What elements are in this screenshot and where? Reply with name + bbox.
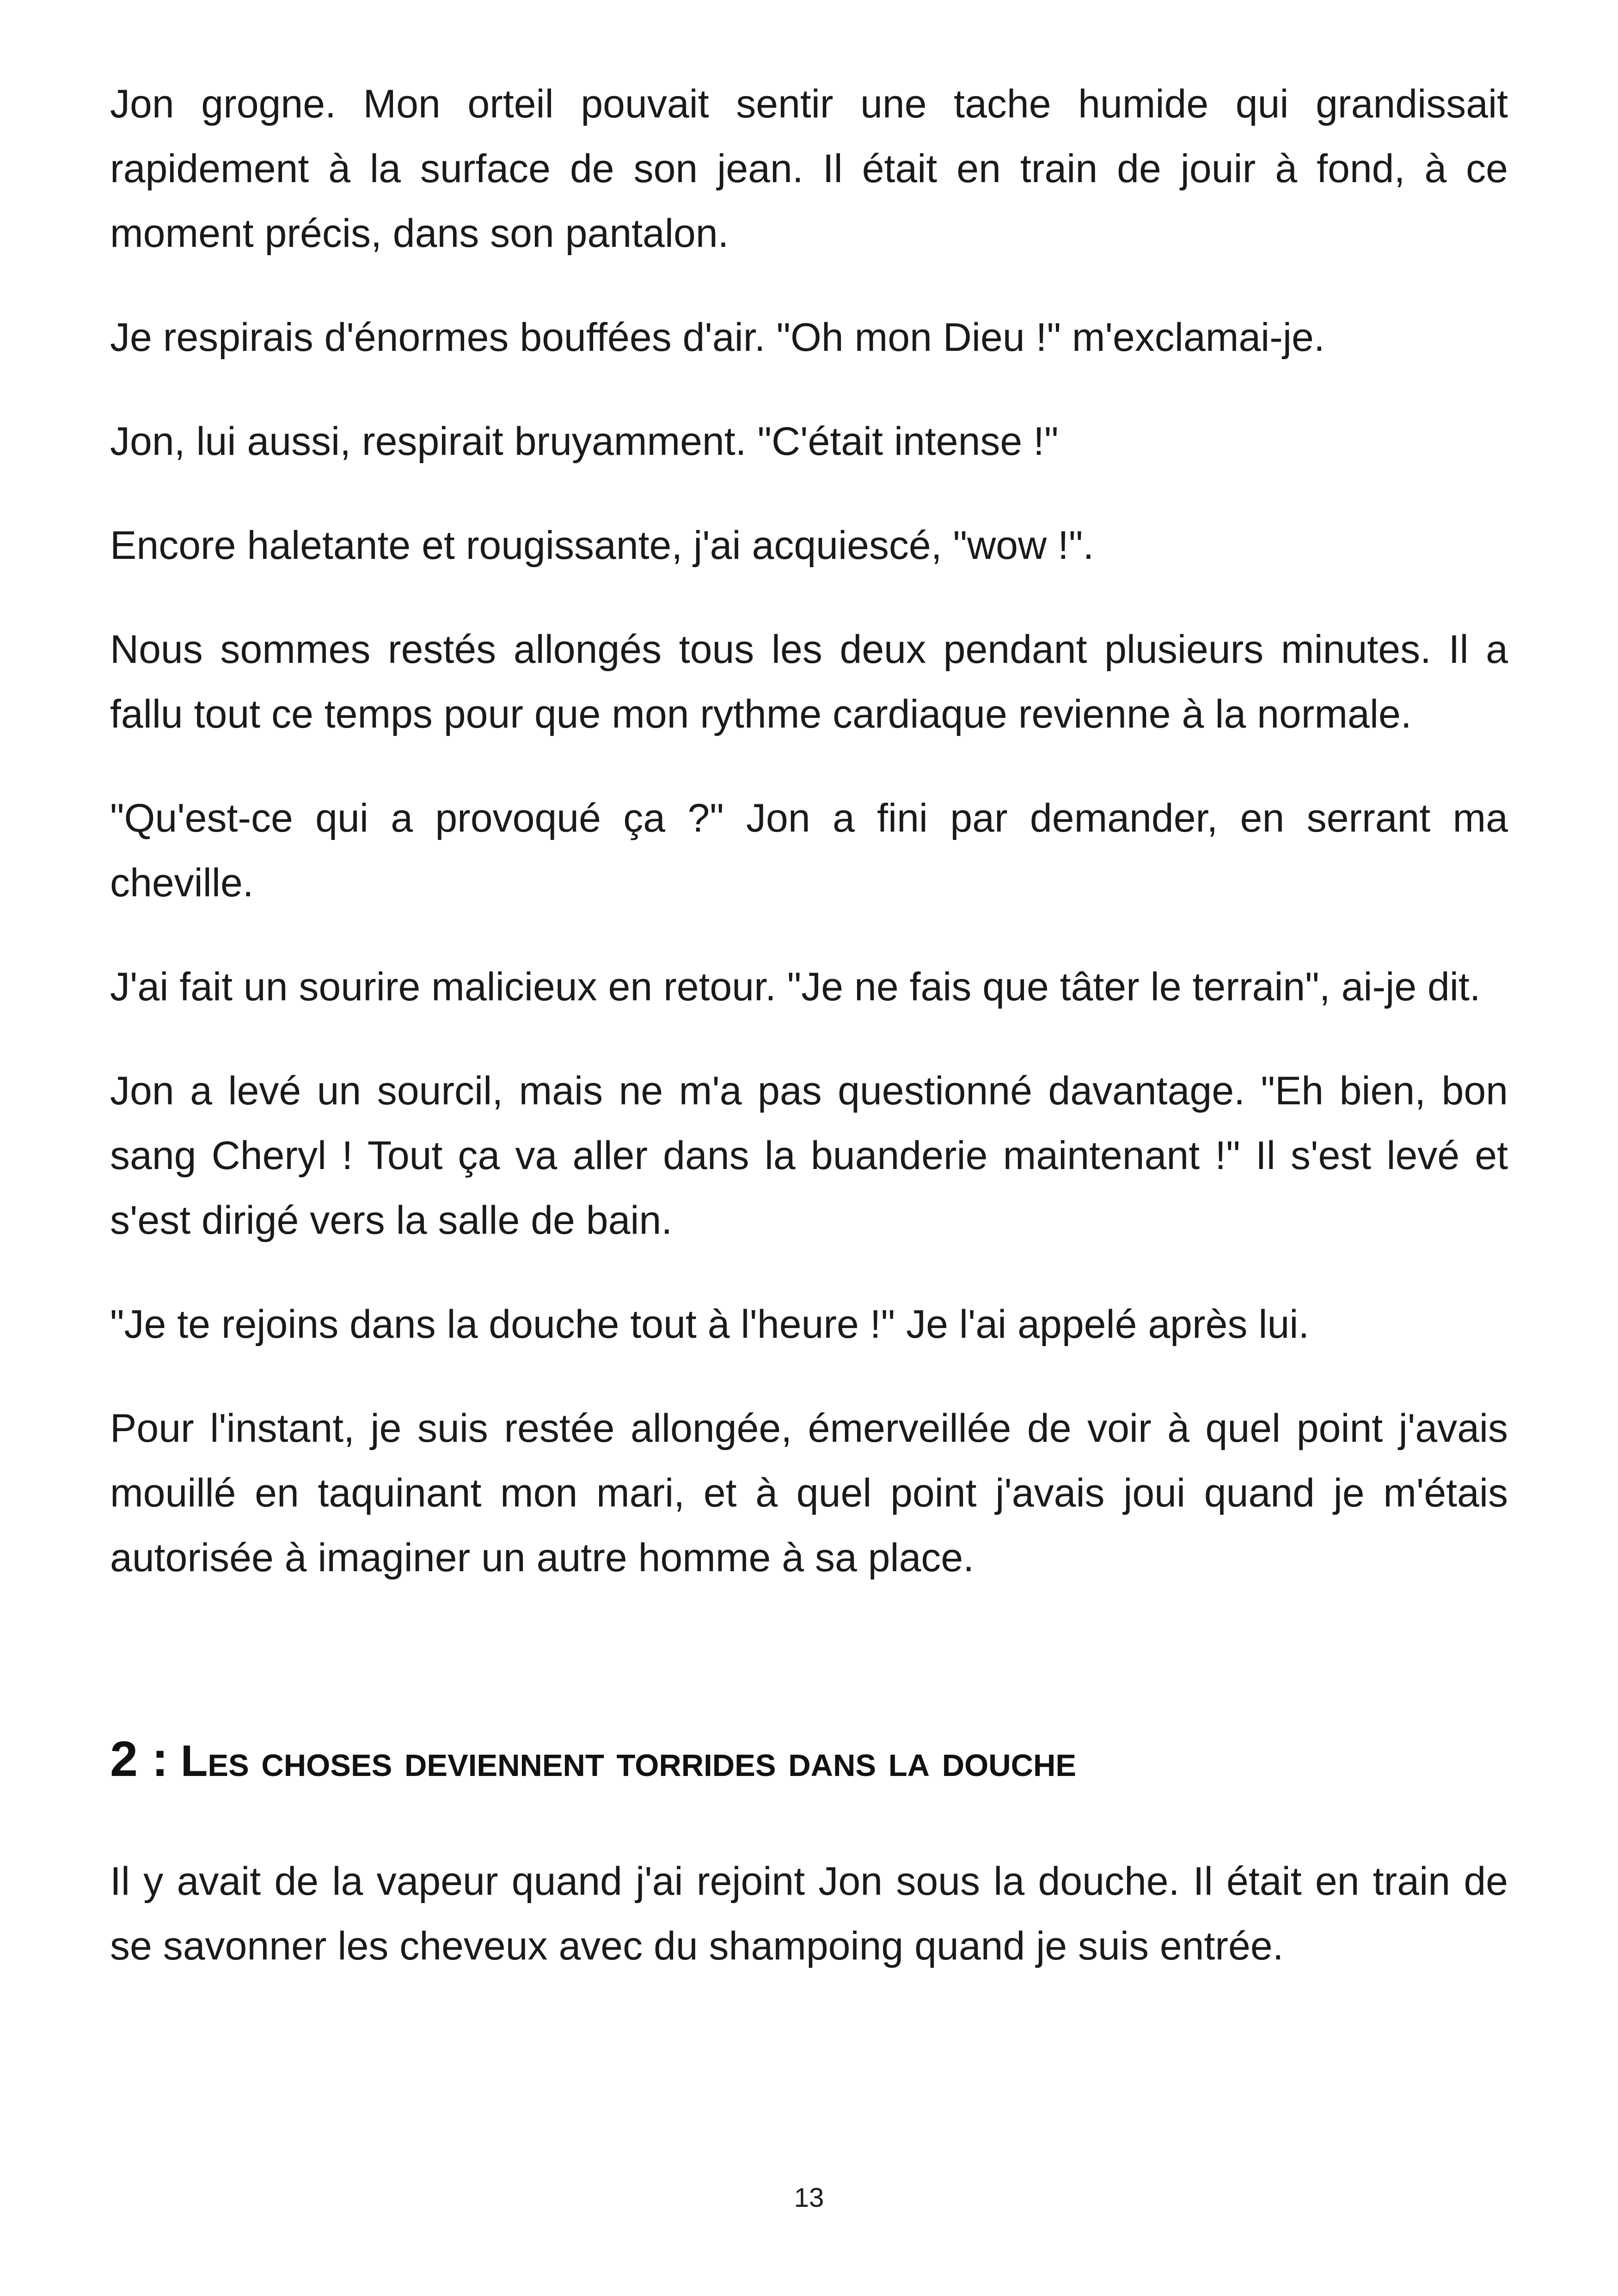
chapter-number: 2 : xyxy=(110,1731,169,1787)
paragraph: J'ai fait un sourire malicieux en retour. "Je ne fais que tâter le terrain", ai-je dit. xyxy=(110,965,1481,1009)
paragraph: Jon grogne. Mon orteil pouvait sentir une tache humide qui grandissait rapidement à la surface de son jean. Il était en train de jouir à fond, à ce moment précis, dans son pantalon. xyxy=(110,82,1508,256)
paragraph: "Qu'est-ce qui a provoqué ça ?" Jon a fini par demander, en serrant ma cheville. xyxy=(110,796,1508,905)
paragraph: Pour l'instant, je suis restée allongée, émerveillée de voir à quel point j'avais mouillé en taquinant mon mari, et à quel point j'avais joui quand je m'étais autorisée à imaginer un autre homme à sa place. xyxy=(110,1406,1508,1580)
paragraph: Encore haletante et rougissante, j'ai acquiescé, "wow !". xyxy=(110,523,1094,568)
paragraph: Il y avait de la vapeur quand j'ai rejoint Jon sous la douche. Il était en train de se savonner les cheveux avec du shampoing quand je suis entrée. xyxy=(110,1859,1508,1968)
page-number: 13 xyxy=(794,2183,824,2213)
paragraph: Je respirais d'énormes bouffées d'air. "Oh mon Dieu !" m'exclamai-je. xyxy=(110,315,1325,360)
paragraph: Jon a levé un sourcil, mais ne m'a pas questionné davantage. "Eh bien, bon sang Cheryl ! Tout ça va aller dans la buanderie maintenant !" Il s'est levé et s'est dirigé vers la salle de bain. xyxy=(110,1069,1508,1243)
paragraph: Jon, lui aussi, respirait bruyamment. "C'était intense !" xyxy=(110,419,1059,464)
chapter-title: Les choses deviennent torrides dans la douche xyxy=(180,1736,1077,1786)
page-body xyxy=(110,72,1508,2018)
paragraph: "Je te rejoins dans la douche tout à l'heure !" Je l'ai appelé après lui. xyxy=(110,1302,1310,1347)
paragraph: Nous sommes restés allongés tous les deux pendant plusieurs minutes. Il a fallu tout ce temps pour que mon rythme cardiaque revienne à la normale. xyxy=(110,627,1508,736)
chapter-heading xyxy=(110,1729,1508,1791)
